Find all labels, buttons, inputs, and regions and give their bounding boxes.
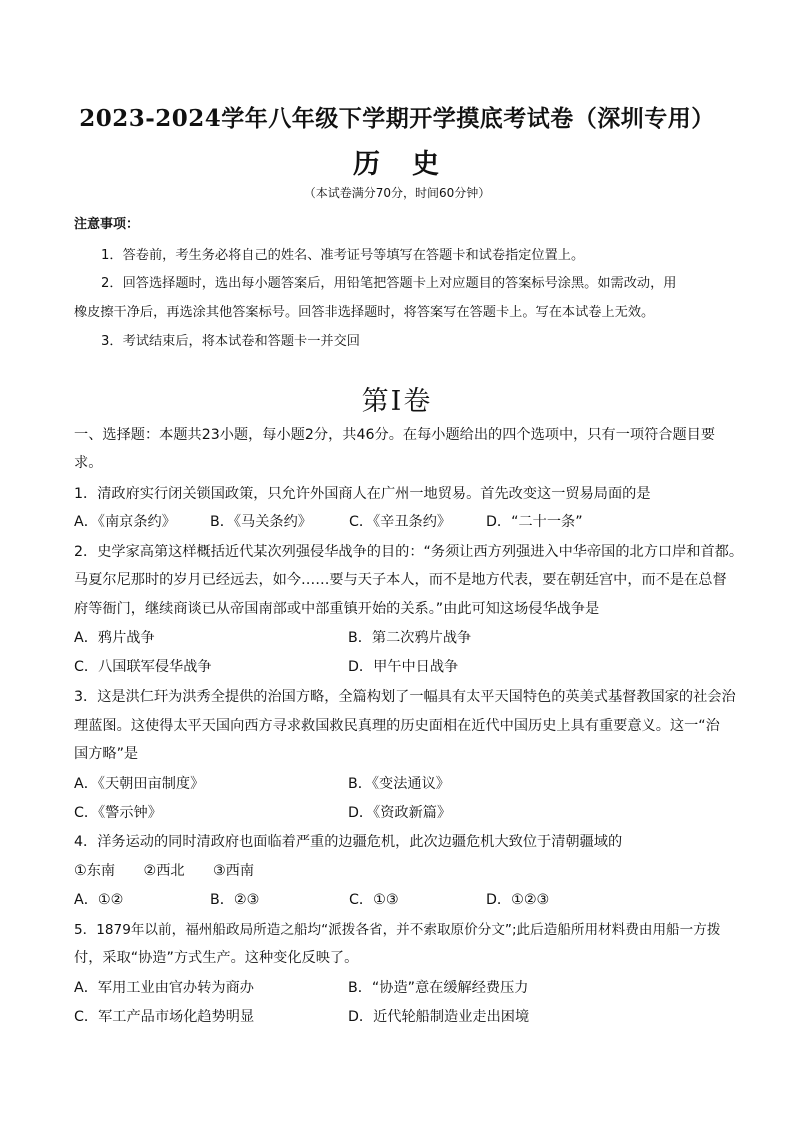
question-5-option-c: C．军工产品市场化趋势明显 [74,1009,255,1025]
question-5-option-a: A．军用工业由官办转为商办 [74,980,254,996]
question-2-stem: 2．史学家高第这样概括近代某次列强侵华战争的目的：“务须让西方列强进入中华帝国的北方口岸和首都。 [74,544,744,560]
section-intro-cont: 求。 [74,455,103,471]
question-3-option-c: C．《警示钟》 [74,805,162,821]
question-2-option-b: B．第二次鸦片战争 [348,630,472,646]
question-4-stem: 4．洋务运动的同时清政府也面临着严重的边疆危机，此次边疆危机大致位于清朝疆域的 [74,834,623,850]
question-4-items: ①东南 ②西北 ③西南 [74,863,255,879]
question-1-stem: 1．清政府实行闭关锁国政策，只允许外国商人在广州一地贸易。首先改变这一贸易局面的是 [74,486,651,502]
subject-char-1: 历 [353,149,382,180]
question-4-option-c: C．①③ [349,892,399,908]
question-5-option-b: B．“协造”意在缓解经费压力 [348,980,529,996]
note-item-3: 3．考试结束后，将本试卷和答题卡一并交回 [101,334,360,349]
exam-title: 2023-2024学年八年级下学期开学摸底考试卷（深圳专用） [79,105,715,132]
question-2-stem-cont: 马夏尔尼那时的岁月已经远去，如今……要与天子本人，而不是地方代表，要在朝廷宫中，而不是在总督 [74,572,727,588]
question-4-option-d: D．①②③ [486,892,550,908]
question-3-option-a: A．《天朝田亩制度》 [74,776,205,792]
question-2-option-a: A．鸦片战争 [74,630,155,646]
section-title: 第Ⅰ卷 [361,386,433,417]
question-4-option-a: A．①② [74,892,124,908]
question-1-option-d: D．“二十一条” [486,514,583,530]
subject-title [0,142,794,181]
note-item-2-cont: 橡皮擦干净后，再选涂其他答案标号。回答非选择题时，将答案写在答题卡上。写在本试卷上无效。 [74,305,655,320]
question-3-stem: 3．这是洪仁玕为洪秀全提供的治国方略，全篇构划了一幅具有太平天国特色的英美式基督教国家的社会治 [74,689,736,705]
note-item-2: 2．回答选择题时，选出每小题答案后，用铅笔把答题卡上对应题目的答案标号涂黑。如需改动，用 [101,276,677,291]
question-5-stem-cont: 付，采取“协造”方式生产。这种变化反映了。 [74,950,359,966]
question-2-stem-cont: 府等衙门，继续商谈已从帝国南部或中部重镇开始的关系。”由此可知这场侵华战争是 [74,601,600,617]
question-3-stem-cont: 理蓝图。这使得太平天国向西方寻求救国救民真理的历史面相在近代中国历史上具有重要意义。这一“治 [74,718,720,734]
question-5-option-d: D．近代轮船制造业走出困境 [348,1009,530,1025]
note-item-1: 1．答卷前，考生务必将自己的姓名、准考证号等填写在答题卡和试卷指定位置上。 [101,248,585,263]
question-5-stem: 5．1879年以前，福州船政局所造之船均“派拨各省，并不索取原价分文”;此后造船所用材料费由用船一方拨 [74,922,721,938]
question-4-option-b: B．②③ [210,892,260,908]
notes-title: 注意事项： [74,217,140,232]
subject-char-2: 史 [412,149,441,180]
question-3-stem-cont: 国方略”是 [74,746,139,762]
question-1-option-a: A．《南京条约》 [74,514,176,530]
question-3-option-b: B．《变法通议》 [348,776,450,792]
question-1-option-b: B．《马关条约》 [210,514,312,530]
section-intro: 一、选择题：本题共23小题，每小题2分，共46分。在每小题给出的四个选项中，只有一项符合题目要 [74,427,716,443]
question-1-option-c: C．《辛丑条约》 [349,514,452,530]
question-2-option-d: D．甲午中日战争 [348,659,459,675]
question-3-option-d: D．《资政新篇》 [348,805,452,821]
question-2-option-c: C．八国联军侵华战争 [74,659,212,675]
exam-meta: （本试卷满分70分，时间60分钟） [303,186,491,200]
